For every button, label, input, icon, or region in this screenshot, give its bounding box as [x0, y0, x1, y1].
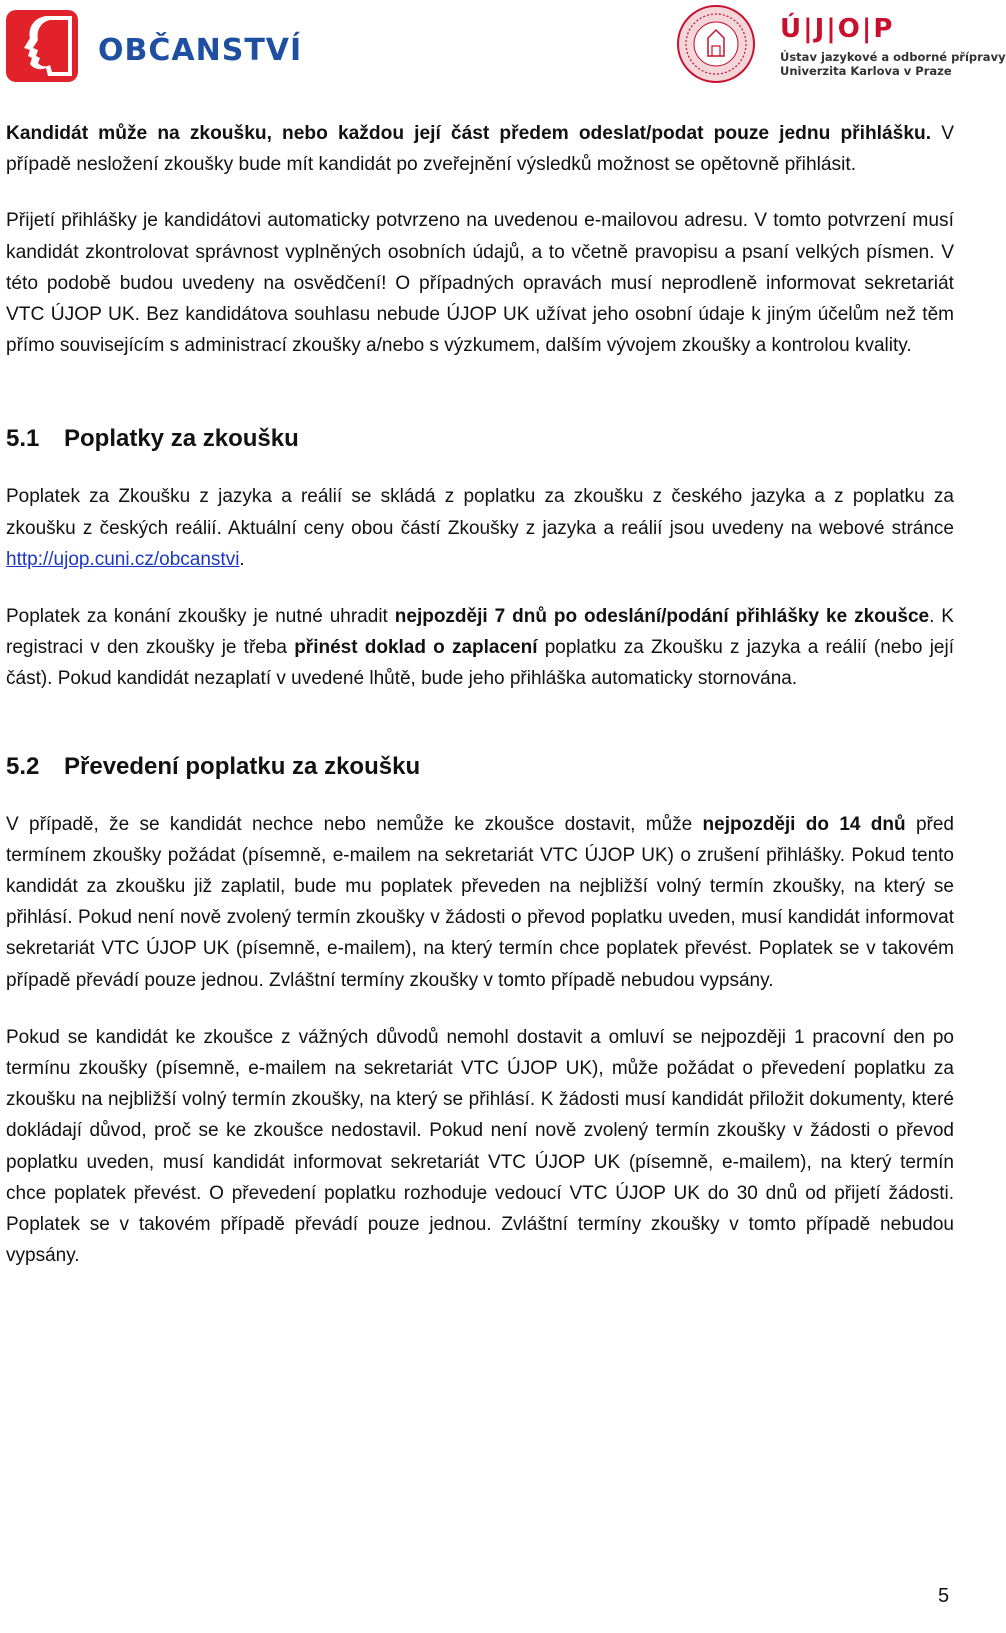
fees-p2-bold-deadline: nejpozději 7 dnů po odeslání/podání přihlášky ke zkoušce [394, 606, 930, 628]
profile-face-icon [6, 10, 78, 82]
section-number: 5.1 [6, 425, 40, 453]
document-body [6, 118, 954, 1271]
section-heading-5-1 [6, 425, 954, 453]
transfer-p1-b: před termínem zkoušky požádat (písemně, e-mailem na sekretariát VTC ÚJOP UK) o zrušení přihlášky. Pokud tento kandidát za zkoušku již zaplatil, bude mu poplatek převeden na nejbližší volný termín zkoušky, na který se přihlásí. Pokud není nově zvolený termín zkoušky v žádosti o převod poplatku uveden, musí kandidát informovat sekretariát VTC ÚJOP UK (písemně, e-mailem), na který termín chce poplatek převést. Poplatek se v takovém případě převádí pouze jednou. Zvláštní termíny zkoušky v tomto případě nebudou vypsány. [6, 813, 954, 991]
page-number: 5 [938, 1585, 950, 1607]
section-title: Převedení poplatku za zkoušku [64, 752, 421, 780]
fees-p2-bold-receipt: přinést doklad o zaplacení [294, 637, 538, 659]
obcanstvi-wordmark: OBČANSTVÍ [98, 33, 303, 68]
fees-p2-c: poplatku za Zkoušku z jazyka a reálií (nebo její část). Pokud kandidát nezaplatí v uvedené lhůtě, bude jeho přihláška automaticky stornována. [6, 637, 954, 690]
fees-p2-b: . K registraci v den zkoušky je třeba [6, 606, 954, 659]
ujop-logo [676, 4, 1006, 86]
page-header [0, 0, 1006, 90]
intro-p1-bold: Kandidát může na zkoušku, nebo každou její část předem odeslat/podat pouze jednu přihlášku. [6, 123, 932, 144]
intro-p2-a: Přijetí přihlášky je kandidátovi automaticky potvrzeno na uvedenou e-mailovou adresu. V tomto potvrzení musí kandidát zkontrolovat správnost vyplněných osobních údajů, a to včetně pravopisu a psaní velkých písmen. V této podobě budou uvedeny na osvědčení! O případných opravách musí neprodleně informovat sekretariát VTC ÚJOP UK. [6, 210, 954, 326]
university-seal-icon [676, 4, 756, 84]
obcanstvi-logo [6, 10, 303, 82]
ujop-subtitle-2: Univerzita Karlova v Praze [780, 64, 952, 78]
transfer-paragraph-1 [6, 809, 954, 996]
fees-p1-end: . [239, 548, 245, 570]
fees-p2-a: Poplatek za konání zkoušky je nutné uhradit [6, 606, 395, 628]
transfer-p1-bold: nejpozději do 14 dnů [702, 813, 906, 835]
section-number: 5.2 [6, 752, 40, 780]
intro-p2-b: Bez kandidátova souhlasu nebude ÚJOP UK užívat jeho osobní údaje k jiným účelům než těm přímo souvisejícím s administrací zkoušky a/nebo s výzkumem, dalším vývojem zkoušky a kontrolou kvality. [6, 304, 954, 357]
obcanstvi-link[interactable]: http://ujop.cuni.cz/obcanstvi [6, 548, 240, 570]
fees-paragraph-2 [6, 601, 954, 695]
transfer-paragraph-2: Pokud se kandidát ke zkoušce z vážných důvodů nemohl dostavit a omluví se nejpozději 1 pracovní den po termínu zkoušky (písemně, e-mailem na sekretariát VTC ÚJOP UK), může požádat o převedení poplatku za zkoušku na nejbližší volný termín zkoušky, na který se přihlásí. K žádosti musí kandidát přiložit dokumenty, které dokládají důvod, proč se ke zkoušce nedostavil. Pokud není nově zvolený termín zkoušky v žádosti o převod poplatku uveden, musí kandidát informovat sekretariát VTC ÚJOP UK (písemně, e-mailem), na který termín chce poplatek převést. O převedení poplatku rozhoduje vedoucí VTC ÚJOP UK do 30 dnů od přijetí žádosti. Poplatek se v takovém případě převádí pouze jednou. Zvláštní termíny zkoušky v tomto případě nebudou vypsány. [6, 1026, 954, 1267]
fees-p1-text: Poplatek za Zkoušku z jazyka a reálií se skládá z poplatku za zkoušku z českého jazyka a z poplatku za zkoušku z českých reálií. Aktuální ceny obou částí Zkoušky z jazyka a reálií jsou uvedeny na webové stránce [6, 486, 954, 539]
intro-paragraph-1 [6, 118, 954, 180]
fees-paragraph-1 [6, 481, 954, 575]
section-title: Poplatky za zkoušku [64, 425, 299, 453]
intro-p1-rest: V případě nesložení zkoušky bude mít kandidát po zveřejnění výsledků možnost se opětovně přihlásit. [6, 123, 954, 176]
ujop-wordmark: Ú|J|O|P [780, 14, 895, 44]
intro-paragraph-2 [6, 205, 954, 361]
section-heading-5-2 [6, 753, 954, 781]
ujop-subtitle-1: Ústav jazykové a odborné přípravy [780, 50, 1006, 64]
transfer-p1-a: V případě, že se kandidát nechce nebo nemůže ke zkoušce dostavit, může [6, 813, 703, 835]
